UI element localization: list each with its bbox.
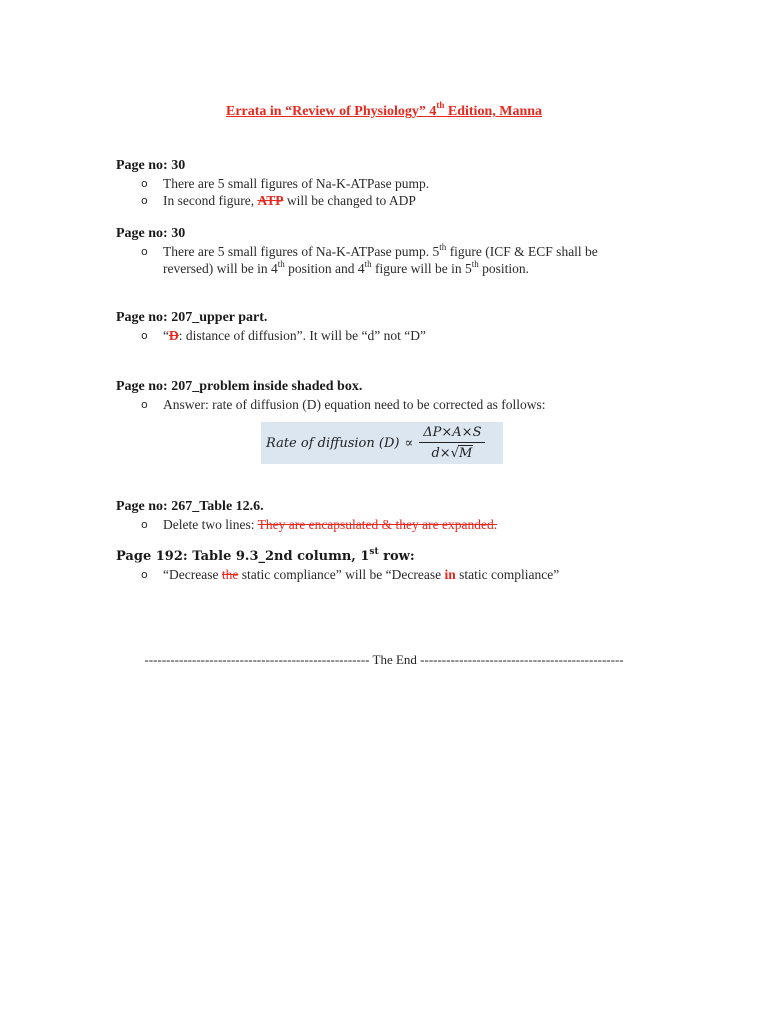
list-item: o Answer: rate of diffusion (D) equation need to be corrected as follows: xyxy=(141,397,546,412)
equation-fraction xyxy=(419,425,485,461)
list-item: o There are 5 small figures of Na-K-ATPase pump. 5th figure (ICF & ECF shall be reversed) will be in 4th position and 4th figure will be in 5th position. xyxy=(141,241,598,276)
errata-section-page192 xyxy=(116,548,676,583)
struck-text: D xyxy=(169,328,179,343)
document-footer: ---------------------------------------------------- The End ----------------------------------------------- xyxy=(144,652,624,667)
bullet-icon: o xyxy=(141,329,148,342)
list-item: o Delete two lines: They are encapsulated & they are expanded. xyxy=(141,517,498,532)
section-heading: Page no: 30 xyxy=(116,158,186,173)
equation-denominator: d×√M xyxy=(431,446,473,461)
equation-numerator: ΔP×A×S xyxy=(419,425,485,443)
bullet-icon: o xyxy=(141,518,148,531)
errata-section-page267 xyxy=(116,498,676,533)
proportional-symbol: ∝ xyxy=(404,435,414,451)
bullet-icon: o xyxy=(141,568,148,581)
bullet-icon: o xyxy=(141,177,148,190)
struck-text: They are encapsulated & they are expanded. xyxy=(257,517,498,532)
section-heading: Page no: 207_problem inside shaded box. xyxy=(116,379,363,394)
section-heading: Page no: 267_Table 12.6. xyxy=(116,499,264,514)
document-title: Errata in “Review of Physiology” 4th Edition, Manna xyxy=(225,100,543,119)
struck-text: the xyxy=(221,567,239,582)
section-heading: Page 192: Table 9.3_2nd column, 1st row: xyxy=(116,546,415,564)
section-heading: Page no: 207_upper part. xyxy=(116,310,268,325)
list-item: o “Decrease the static compliance” will be “Decrease in static compliance” xyxy=(141,567,560,582)
bullet-icon: o xyxy=(141,398,148,411)
errata-section-page30-a xyxy=(116,157,676,209)
bullet-icon: o xyxy=(141,245,148,258)
diffusion-equation xyxy=(261,422,503,464)
errata-section-page207-upper xyxy=(116,309,676,344)
equation-lhs: Rate of diffusion (D) xyxy=(266,435,400,451)
bullet-icon: o xyxy=(141,194,148,207)
list-item: o In second figure, ATP will be changed to ADP xyxy=(141,193,416,208)
list-item: o “D: distance of diffusion”. It will be “d” not “D” xyxy=(141,328,426,343)
struck-text: ATP xyxy=(257,193,284,208)
radicand: M xyxy=(458,446,473,461)
section-heading: Page no: 30 xyxy=(116,226,186,241)
errata-section-page207-shaded xyxy=(116,378,676,413)
errata-section-page30-b xyxy=(116,225,676,277)
highlighted-text: in xyxy=(444,567,456,582)
list-item: o There are 5 small figures of Na-K-ATPase pump. xyxy=(141,176,430,191)
